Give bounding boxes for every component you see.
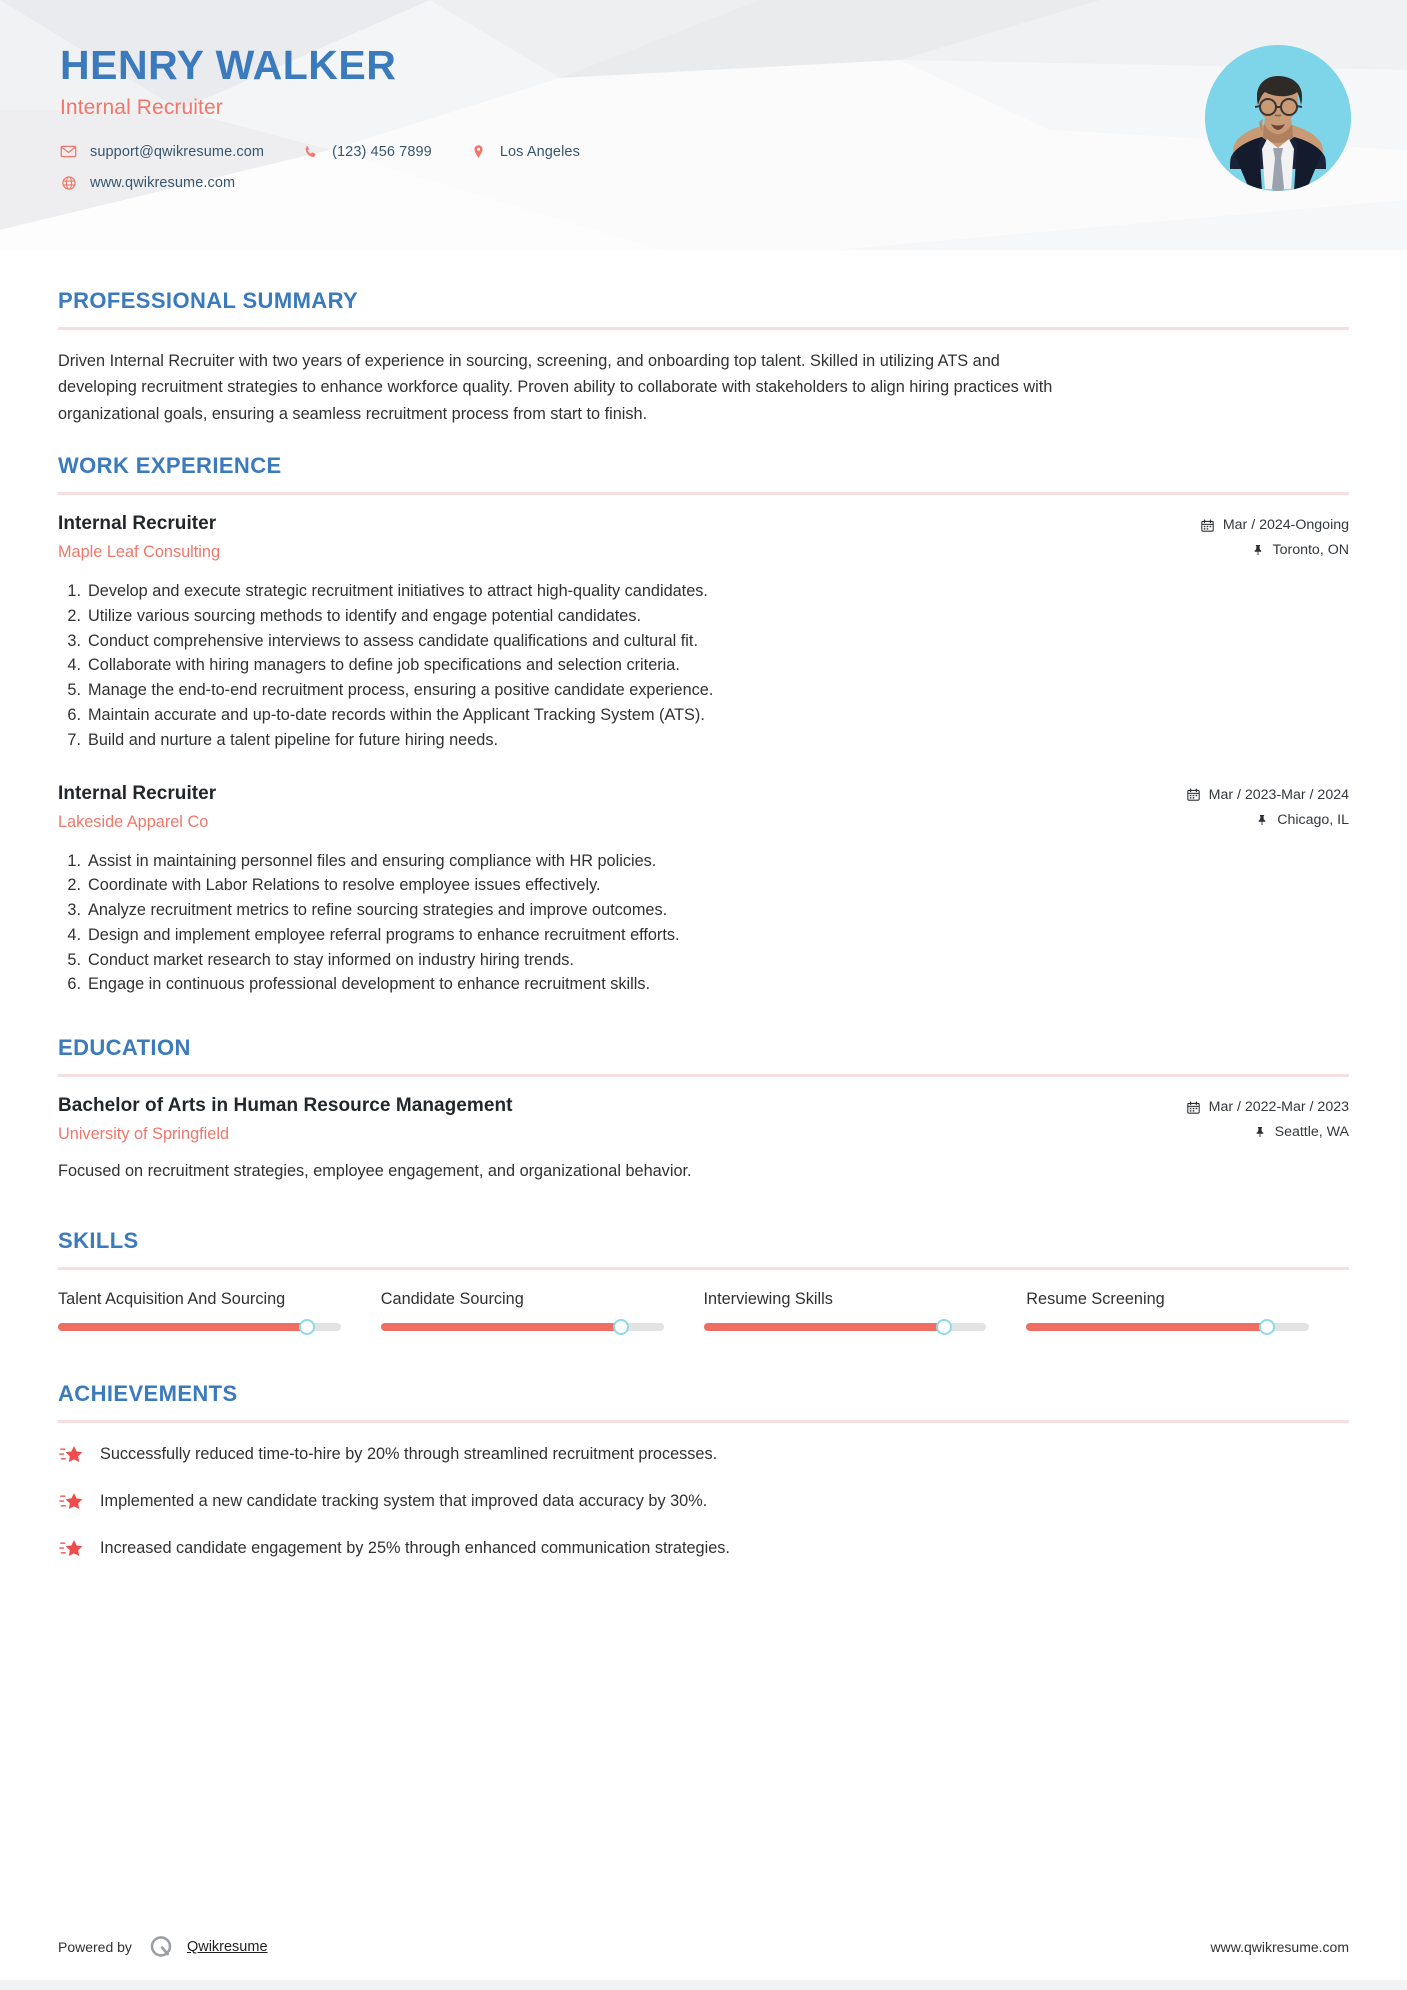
- page-footer: [0, 1934, 1407, 1960]
- list-item: [58, 703, 1349, 728]
- list-item: [58, 1535, 1349, 1561]
- contact-phone[interactable]: [302, 143, 432, 160]
- education-degree: Bachelor of Arts in Human Resource Management: [58, 1095, 513, 1117]
- work-bullets: [58, 849, 1349, 998]
- list-item: [58, 678, 1349, 703]
- page-title: HENRY WALKER: [60, 42, 397, 88]
- bullet-text: Design and implement employee referral programs to enhance recruitment efforts.: [88, 925, 680, 944]
- section-divider: [58, 1420, 1349, 1423]
- list-item: [58, 579, 1349, 604]
- work-entry: [58, 513, 1349, 752]
- work-company: Maple Leaf Consulting: [58, 543, 221, 562]
- list-item: [58, 653, 1349, 678]
- skill-progress-fill: [1026, 1323, 1266, 1331]
- powered-by-label: Powered by: [58, 1939, 132, 1955]
- footer-website[interactable]: www.qwikresume.com: [1210, 1939, 1349, 1955]
- bullet-number: 5.: [67, 681, 81, 700]
- bullet-number: 2.: [67, 606, 81, 625]
- education-entry-header: [58, 1095, 1349, 1149]
- bullet-number: 1.: [67, 851, 81, 870]
- list-item: [58, 972, 1349, 997]
- qwikresume-logo-icon: [148, 1934, 174, 1960]
- pushpin-icon: [1253, 1125, 1267, 1139]
- section-achievements: [58, 1381, 1349, 1561]
- achievement-text: Implemented a new candidate tracking system that improved data accuracy by 30%.: [100, 1491, 708, 1510]
- contact-website-text: www.qwikresume.com: [90, 174, 236, 191]
- job-title: Internal Recruiter: [60, 96, 223, 120]
- bullet-number: 7.: [67, 730, 81, 749]
- skill-progress-knob[interactable]: [299, 1319, 315, 1335]
- bullet-text: Conduct market research to stay informed on industry hiring trends.: [88, 950, 574, 969]
- section-divider: [58, 1074, 1349, 1077]
- work-role: Internal Recruiter: [58, 513, 217, 535]
- bullet-number: 6.: [67, 975, 81, 994]
- work-location-line: [1139, 542, 1349, 558]
- skill-label: Candidate Sourcing: [380, 1290, 524, 1309]
- skill-label: Talent Acquisition And Sourcing: [58, 1290, 286, 1309]
- skill-progress-bar: [704, 1323, 987, 1331]
- section-work-experience: [58, 453, 1349, 997]
- resume-header: [0, 0, 1407, 262]
- bullet-number: 3.: [67, 631, 81, 650]
- list-item: [58, 1488, 1349, 1514]
- bullet-text: Manage the end-to-end recruitment process, ensuring a positive candidate experience.: [88, 681, 714, 700]
- summary-text: Driven Internal Recruiter with two years of experience in sourcing, screening, and onboarding top talent. Skilled in utilizing ATS and developing recruitment strategies to enhance workforce quality. Proven ability to collaborate with stakeholders to align hiring practices with organizational goals, ensuring a seamless recruitment process from start to finish.: [58, 352, 1053, 423]
- work-location-line: [1139, 812, 1349, 828]
- shooting-star-icon: [58, 1535, 84, 1561]
- section-divider: [58, 1267, 1349, 1270]
- bullet-number: 3.: [67, 901, 81, 920]
- work-entry-meta: [1139, 513, 1349, 567]
- list-item: [58, 1441, 1349, 1467]
- calendar-icon: [1201, 518, 1215, 532]
- contact-row-secondary: [60, 174, 1347, 191]
- list-item: [58, 629, 1349, 654]
- bullet-number: 5.: [67, 950, 81, 969]
- skill-progress-bar: [58, 1323, 341, 1331]
- section-title-skills: SKILLS: [58, 1228, 139, 1254]
- skills-grid: [58, 1288, 1349, 1331]
- education-location-text: Seattle, WA: [1274, 1124, 1349, 1141]
- contact-email-text: support@qwikresume.com: [90, 143, 265, 160]
- skill-progress-knob[interactable]: [1259, 1319, 1275, 1335]
- bullet-number: 4.: [67, 925, 81, 944]
- achievement-text: Successfully reduced time-to-hire by 20% through streamlined recruitment processes.: [100, 1444, 718, 1463]
- work-entry-header: [58, 513, 1349, 567]
- work-entry: [58, 783, 1349, 998]
- education-entry-left: [58, 1095, 1139, 1144]
- work-entry-left: [58, 783, 1139, 832]
- education-school: University of Springfield: [58, 1125, 230, 1144]
- avatar: [1205, 45, 1351, 191]
- work-entry-meta: [1139, 783, 1349, 837]
- section-title-work: WORK EXPERIENCE: [58, 453, 282, 479]
- list-item: [58, 948, 1349, 973]
- education-entry-meta: [1139, 1095, 1349, 1149]
- location-pin-icon: [470, 143, 487, 160]
- work-entry-left: [58, 513, 1139, 562]
- section-title-achievements: ACHIEVEMENTS: [58, 1381, 238, 1407]
- skill-item: [58, 1288, 381, 1331]
- shooting-star-icon: [58, 1488, 84, 1514]
- bullet-text: Build and nurture a talent pipeline for future hiring needs.: [88, 730, 499, 749]
- globe-icon: [60, 174, 77, 191]
- skill-progress-fill: [58, 1323, 307, 1331]
- shooting-star-icon: [58, 1441, 84, 1467]
- section-professional-summary: [58, 288, 1349, 427]
- work-date-line: [1139, 517, 1349, 533]
- footer-bottom-bar: [0, 1980, 1407, 1990]
- work-entry-header: [58, 783, 1349, 837]
- work-bullets: [58, 579, 1349, 752]
- bullet-text: Conduct comprehensive interviews to assess candidate qualifications and cultural fit.: [88, 631, 698, 650]
- section-skills: [58, 1228, 1349, 1331]
- list-item: [58, 923, 1349, 948]
- work-location-text: Toronto, ON: [1272, 542, 1349, 559]
- education-date-text: Mar / 2022-Mar / 2023: [1208, 1099, 1349, 1116]
- section-title-summary: PROFESSIONAL SUMMARY: [58, 288, 359, 313]
- contact-website[interactable]: [60, 174, 235, 191]
- contact-email[interactable]: [60, 143, 264, 160]
- bullet-text: Maintain accurate and up-to-date records within the Applicant Tracking System (ATS).: [88, 706, 705, 724]
- contact-info: [60, 143, 1347, 191]
- work-role: Internal Recruiter: [58, 782, 217, 804]
- achievement-text: Increased candidate engagement by 25% through enhanced communication strategies.: [100, 1538, 730, 1557]
- skill-progress-bar: [1026, 1323, 1309, 1331]
- header-content: [0, 0, 1407, 191]
- skill-progress-fill: [381, 1323, 621, 1331]
- section-title-education: EDUCATION: [58, 1035, 191, 1061]
- resume-body: [0, 288, 1407, 1561]
- section-divider: [58, 327, 1349, 330]
- achievements-list: [58, 1441, 1349, 1561]
- work-date-text: Mar / 2024-Ongoing: [1222, 517, 1349, 534]
- avatar-photo: [1205, 45, 1351, 191]
- entry-spacer: [58, 759, 1349, 783]
- skill-item: [704, 1288, 1027, 1331]
- bullet-number: 4.: [67, 656, 81, 675]
- bullet-text: Analyze recruitment metrics to refine sourcing strategies and improve outcomes.: [88, 901, 668, 920]
- section-divider: [58, 492, 1349, 495]
- skill-label: Interviewing Skills: [703, 1290, 833, 1309]
- education-date-line: [1139, 1099, 1349, 1115]
- skill-progress-knob[interactable]: [936, 1319, 952, 1335]
- bullet-text: Utilize various sourcing methods to identify and engage potential candidates.: [88, 606, 641, 625]
- list-item: [58, 898, 1349, 923]
- skill-label: Resume Screening: [1026, 1290, 1165, 1309]
- pushpin-icon: [1251, 543, 1265, 557]
- phone-icon: [302, 143, 319, 160]
- bullet-text: Engage in continuous professional development to enhance recruitment skills.: [88, 975, 651, 994]
- list-item: [58, 849, 1349, 874]
- bullet-text: Develop and execute strategic recruitment initiatives to attract high-quality candidates.: [88, 582, 708, 601]
- contact-location: [470, 143, 580, 160]
- skill-progress-bar: [381, 1323, 664, 1331]
- bullet-text: Assist in maintaining personnel files and ensuring compliance with HR policies.: [88, 851, 657, 870]
- skill-item: [1026, 1288, 1349, 1331]
- skill-item: [381, 1288, 704, 1331]
- bullet-text: Collaborate with hiring managers to define job specifications and selection criteria.: [88, 656, 680, 675]
- bullet-number: 6.: [67, 706, 81, 724]
- education-location-line: [1139, 1124, 1349, 1140]
- bullet-number: 1.: [67, 582, 81, 601]
- section-education: [58, 1035, 1349, 1184]
- work-date-line: [1139, 787, 1349, 803]
- skill-progress-knob[interactable]: [613, 1319, 629, 1335]
- work-date-text: Mar / 2023-Mar / 2024: [1208, 786, 1349, 803]
- footer-branding: [58, 1934, 268, 1960]
- work-company: Lakeside Apparel Co: [58, 812, 209, 831]
- pushpin-icon: [1255, 813, 1269, 827]
- contact-row-primary: [60, 143, 1347, 160]
- list-item: [58, 873, 1349, 898]
- email-icon: [60, 143, 77, 160]
- education-entry: [58, 1095, 1349, 1184]
- calendar-icon: [1187, 1100, 1201, 1114]
- list-item: [58, 728, 1349, 753]
- skill-progress-fill: [704, 1323, 944, 1331]
- brand-link[interactable]: Qwikresume: [186, 1939, 268, 1955]
- education-description: Focused on recruitment strategies, employee engagement, and organizational behavior.: [58, 1162, 692, 1181]
- bullet-number: 2.: [67, 876, 81, 895]
- list-item: [58, 604, 1349, 629]
- bullet-text: Coordinate with Labor Relations to resolve employee issues effectively.: [88, 876, 601, 895]
- work-location-text: Chicago, IL: [1277, 811, 1349, 828]
- contact-location-text: Los Angeles: [499, 143, 580, 160]
- contact-phone-text: (123) 456 7899: [332, 143, 432, 160]
- calendar-icon: [1187, 788, 1201, 802]
